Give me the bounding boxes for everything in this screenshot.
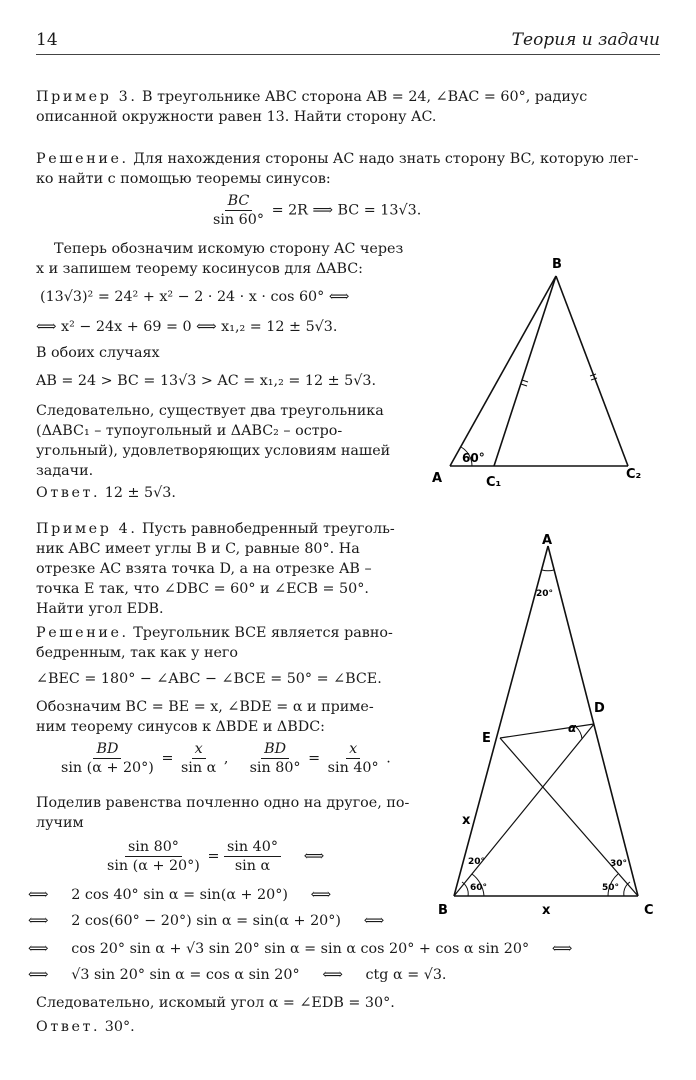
angle-arc-a — [542, 570, 554, 571]
vertex-c1-label: C₁ — [486, 475, 502, 490]
segment-ac — [548, 546, 638, 896]
vertex-d-label: D — [594, 701, 605, 716]
vertex-c2-label: C₂ — [626, 467, 642, 482]
page-header — [36, 30, 660, 55]
base-x-label: x — [542, 903, 551, 918]
fraction-bd-sin80: $\frac{BD}{\sin 80^\circ}$ — [249, 741, 301, 776]
angle-label-b20: 20° — [468, 857, 486, 867]
figure-isosceles-triangle — [432, 526, 668, 922]
example4-answer — [36, 1018, 135, 1036]
cosine-intro-line1: Теперь обозначим искомую сторону AC через — [54, 241, 404, 257]
example3-label: Пример 3. — [36, 89, 138, 105]
equation-quadratic: ⟺ x² − 24x + 69 = 0 ⟺ x₁,₂ = 12 ± 5√3. — [36, 319, 338, 335]
example4-text1: Пусть равнобедренный треуголь- — [142, 521, 395, 537]
example4-solution-label: Решение. — [36, 625, 129, 641]
sine-theorem-formula — [210, 192, 421, 229]
vertex-e-label: E — [482, 731, 491, 746]
step-equation-2: ⟺ 2 cos(60° − 20°) sin α = sin(α + 20°) ⟺ — [28, 913, 385, 929]
sine-fraction: $\frac{BC}{\sin 60^\circ}$ — [213, 193, 265, 228]
sine-theorem-pair: $\frac{BD}{\sin (\alpha + 20^\circ)}$ = $\frac{x}{\text{sin α}}$ , $\frac{BD}{\sin 80^\circ}$ = $\frac{x}{\sin 40^\circ}$ . — [58, 740, 391, 777]
equation-bec: ∠BEC = 180° − ∠ABC − ∠BCE = 50° = ∠BCE. — [36, 671, 382, 687]
example3-solution-text1: Для нахождения стороны AC надо знать сторону BC, которую лег- — [133, 151, 639, 167]
final-conclusion: Следовательно, искомый угол α = ∠EDB = 30°. — [36, 995, 395, 1011]
example4-label: Пример 4. — [36, 521, 138, 537]
tick-mark-1b — [521, 384, 527, 386]
angle-arc-c30 — [624, 882, 630, 896]
example4-solution-line2: бедренным, так как у него — [36, 645, 239, 661]
example3-text1: В треугольнике ABC сторона AB = 24, ∠BAC = 60°, радиус — [142, 89, 588, 105]
step-equation-1: ⟺ 2 cos 40° sin α = sin(α + 20°) ⟺ — [28, 887, 332, 903]
example4-statement-line1 — [36, 520, 395, 538]
conclusion-line4: задачи. — [36, 463, 94, 479]
angle-label-alpha: α — [568, 721, 577, 735]
example3-answer-value: 12 ± 5√3. — [104, 485, 176, 501]
angle-label-b60: 60° — [470, 883, 488, 893]
example3-solution-label: Решение. — [36, 151, 129, 167]
vertex-c-label: C — [644, 903, 654, 918]
sine-rhs: = 2R ⟹ BC = 13√3. — [271, 202, 422, 219]
fraction-bd-alpha: $\frac{BD}{\sin (\alpha + 20^\circ)}$ — [61, 741, 154, 776]
segment-ab — [454, 546, 548, 896]
example4-statement-line3: отрезке AC взята точка D, а на отрезке AB – — [36, 561, 372, 577]
ratio-equation: $\frac{\sin 80^\circ}{\sin (\alpha + 20^\circ)}$ = $\frac{\sin 40^\circ}{\text{sin α}}$ ⟺ — [104, 838, 324, 875]
figure-triangle-abc — [428, 252, 660, 492]
fraction-x-sin40: $\frac{x}{\sin 40^\circ}$ — [327, 741, 379, 776]
example4-statement-line5: Найти угол EDB. — [36, 601, 164, 617]
divide-line2: лучим — [36, 815, 84, 831]
tick-mark-1a — [522, 380, 528, 382]
vertex-b-label: B — [438, 903, 448, 918]
vertex-a-label: A — [542, 533, 553, 548]
angle-label-60: 60° — [462, 451, 485, 465]
equation-cosine: (13√3)² = 24² + x² − 2 · 24 · x · cos 60° ⟺ — [40, 289, 350, 305]
example3-answer — [36, 484, 176, 502]
step-equation-4: ⟺ √3 sin 20° sin α = cos α sin 20° ⟺ ctg α = √3. — [28, 967, 447, 983]
example4-solution-line1 — [36, 624, 393, 642]
page-number: 14 — [36, 30, 58, 50]
fraction-sin80-sinalpha20: $\frac{\sin 80^\circ}{\sin (\alpha + 20^\circ)}$ — [107, 839, 200, 874]
divide-line1: Поделив равенства почленно одно на другое, по- — [36, 795, 410, 811]
cosine-intro-line2: x и запишем теорему косинусов для ΔABC: — [36, 261, 363, 277]
example4-answer-value: 30°. — [104, 1019, 135, 1035]
denote-line1: Обозначим BC = BE = x, ∠BDE = α и приме- — [36, 699, 374, 715]
conclusion-line1: Следовательно, существует два треугольника — [36, 403, 384, 419]
example4-statement-line4: точка E так, что ∠DBC = 60° и ∠ECB = 50°. — [36, 581, 369, 597]
example4-statement-line2: ник ABC имеет углы B и C, равные 80°. На — [36, 541, 360, 557]
example4-answer-label: Ответ. — [36, 1019, 101, 1035]
angle-label-c50: 50° — [602, 883, 620, 893]
denote-line2: ним теорему синусов к ΔBDE и ΔBDC: — [36, 719, 325, 735]
conclusion-line3: угольный), удовлетворяющих условиям нашей — [36, 443, 391, 459]
running-title: Теория и задачи — [511, 30, 660, 50]
example3-statement-line1 — [36, 88, 660, 106]
example4-solution-text1: Треугольник BCE является равно- — [133, 625, 393, 641]
fraction-x-sinalpha: $\frac{x}{\text{sin α}}$ — [180, 741, 217, 776]
example3-solution-line2: ко найти с помощью теоремы синусов: — [36, 171, 331, 187]
step-equation-3: ⟺ cos 20° sin α + √3 sin 20° sin α = sin α cos 20° + cos α sin 20° ⟺ — [28, 941, 573, 957]
example3-solution-line1 — [36, 150, 660, 168]
example3-statement-line2: описанной окружности равен 13. Найти сторону AC. — [36, 109, 437, 125]
side-x-label: x — [462, 813, 471, 828]
fraction-sin40-sinalpha: $\frac{\sin 40^\circ}{\text{sin α}}$ — [224, 838, 281, 875]
vertex-b-label: B — [552, 257, 562, 272]
conclusion-line2: (ΔABC₁ – тупоугольный и ΔABC₂ – остро- — [36, 423, 343, 439]
angle-arc-alpha — [576, 727, 582, 739]
angle-label-c30: 30° — [610, 859, 628, 869]
both-cases-text: В обоих случаях — [36, 345, 160, 361]
vertex-a-label: A — [432, 471, 443, 486]
equation-inequality: AB = 24 > BC = 13√3 > AC = x₁,₂ = 12 ± 5√3. — [36, 373, 376, 389]
segment-bc2 — [556, 276, 628, 466]
angle-label-a20: 20° — [536, 589, 554, 599]
segment-bd — [454, 724, 594, 896]
example3-answer-label: Ответ. — [36, 485, 101, 501]
